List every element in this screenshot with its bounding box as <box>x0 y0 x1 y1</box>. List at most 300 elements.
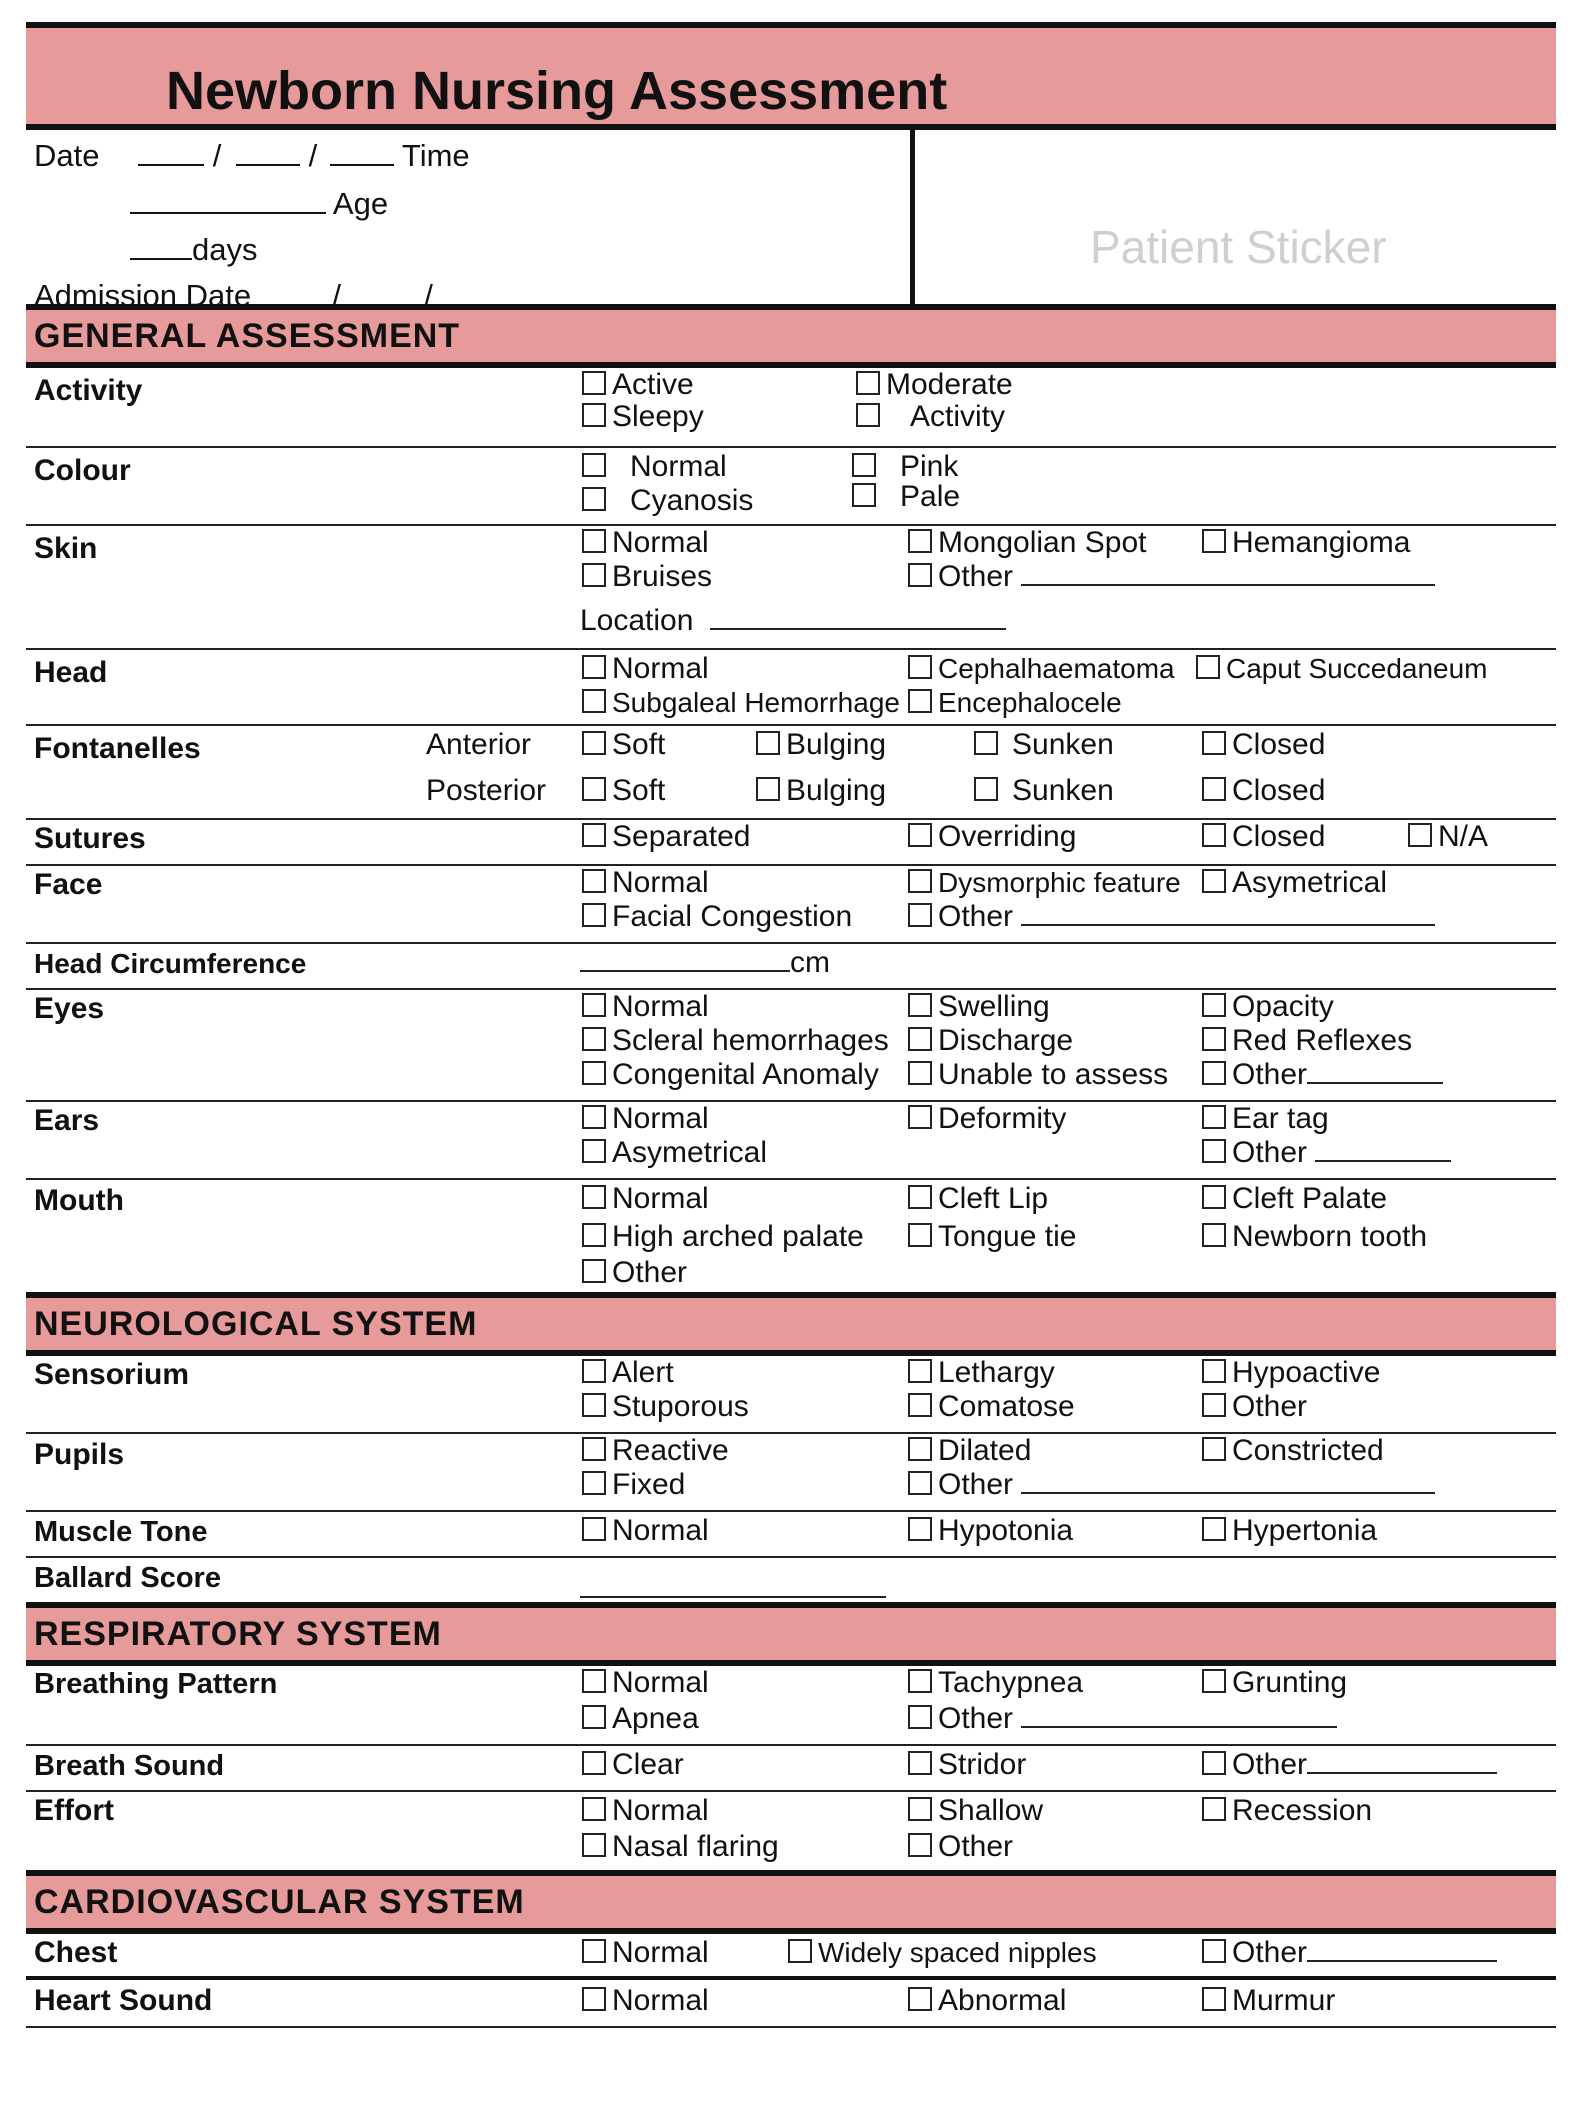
checkbox[interactable] <box>908 1359 932 1383</box>
checkbox[interactable] <box>582 1027 606 1051</box>
checkbox[interactable] <box>582 1223 606 1247</box>
head-circumference-line <box>580 946 830 980</box>
checkbox[interactable] <box>974 777 998 801</box>
label-head: Head <box>34 656 108 689</box>
opt-separated[interactable] <box>582 820 750 854</box>
label-face: Face <box>34 868 103 901</box>
opt-swelling[interactable] <box>908 990 1050 1024</box>
opt-normal[interactable] <box>582 1182 709 1216</box>
checkbox[interactable] <box>582 371 606 395</box>
checkbox[interactable] <box>582 1751 606 1775</box>
age-line <box>130 186 388 222</box>
checkbox[interactable] <box>582 655 606 679</box>
row-mouth <box>26 1180 1556 1292</box>
label-effort: Effort <box>34 1794 114 1827</box>
slash: / <box>308 138 318 173</box>
checkbox[interactable] <box>908 529 932 553</box>
opt-label: Stridor <box>938 1748 1027 1781</box>
opt-label: Other <box>612 1256 688 1289</box>
opt-label: Separated <box>612 820 751 853</box>
opt-label: Other <box>1232 1058 1308 1091</box>
opt-dilated[interactable] <box>908 1434 1031 1468</box>
cm-label: cm <box>790 946 830 979</box>
opt-label: Comatose <box>938 1390 1075 1423</box>
checkbox[interactable] <box>1202 1669 1226 1693</box>
other-field[interactable] <box>1021 1702 1337 1728</box>
opt-na[interactable] <box>1408 820 1488 854</box>
checkbox[interactable] <box>1202 1393 1226 1417</box>
opt-label: Sunken <box>1012 728 1114 761</box>
opt-normal[interactable] <box>582 1984 709 2018</box>
header-block <box>26 130 1556 313</box>
admission-day-field[interactable] <box>260 278 324 306</box>
opt-label: Nasal flaring <box>612 1830 779 1863</box>
opt-label: Moderate <box>886 368 1013 401</box>
checkbox[interactable] <box>582 869 606 893</box>
header-divider <box>910 130 915 304</box>
opt-nasal-flaring[interactable] <box>582 1830 779 1864</box>
checkbox[interactable] <box>1202 1939 1226 1963</box>
checkbox[interactable] <box>582 1987 606 2011</box>
checkbox[interactable] <box>582 1471 606 1495</box>
checkbox[interactable] <box>582 823 606 847</box>
opt-label: Congenital Anomaly <box>612 1058 879 1091</box>
checkbox[interactable] <box>582 903 606 927</box>
checkbox[interactable] <box>908 1437 932 1461</box>
row-fontanelles <box>26 726 1556 820</box>
opt-other[interactable] <box>908 1468 1435 1502</box>
opt-other[interactable] <box>1202 1390 1307 1424</box>
checkbox[interactable] <box>852 453 876 477</box>
row-sensorium <box>26 1356 1556 1434</box>
label-breath-sound: Breath Sound <box>34 1750 225 1782</box>
opt-normal[interactable] <box>582 866 709 900</box>
row-head <box>26 650 1556 726</box>
opt-closed[interactable] <box>1202 820 1325 854</box>
opt-label: Grunting <box>1232 1666 1348 1699</box>
label-posterior: Posterior <box>426 774 547 807</box>
opt-label: Reactive <box>612 1434 729 1467</box>
admission-month-field[interactable] <box>354 278 416 306</box>
label-ballard-score: Ballard Score <box>34 1562 221 1594</box>
location-line <box>580 604 1006 638</box>
opt-label: Normal <box>612 990 709 1023</box>
opt-pale[interactable] <box>852 480 960 514</box>
date-line <box>34 138 470 174</box>
checkbox[interactable] <box>908 1987 932 2011</box>
checkbox[interactable] <box>908 903 932 927</box>
opt-shallow[interactable] <box>908 1794 1043 1828</box>
checkbox[interactable] <box>1202 1517 1226 1541</box>
opt-normal[interactable] <box>582 526 709 560</box>
opt-label: Ear tag <box>1232 1102 1329 1135</box>
row-colour <box>26 448 1556 526</box>
location-field[interactable] <box>710 604 1006 630</box>
opt-label: Hypertonia <box>1232 1514 1378 1547</box>
opt-other[interactable] <box>1202 1136 1451 1170</box>
checkbox[interactable] <box>1202 1797 1226 1821</box>
row-activity <box>26 368 1556 448</box>
opt-apnea[interactable] <box>582 1702 699 1736</box>
opt-label: Fixed <box>612 1468 686 1501</box>
checkbox[interactable] <box>1202 1139 1226 1163</box>
opt-ear-tag[interactable] <box>1202 1102 1329 1136</box>
label-breathing-pattern: Breathing Pattern <box>34 1668 278 1700</box>
opt-normal[interactable] <box>582 1666 709 1700</box>
opt-hypoactive[interactable] <box>1202 1356 1380 1390</box>
opt-asymetrical[interactable] <box>1202 866 1387 900</box>
opt-label: Normal <box>612 866 709 899</box>
ballard-score-field[interactable] <box>580 1594 886 1598</box>
label-heart-sound: Heart Sound <box>34 1984 213 2017</box>
checkbox[interactable] <box>1202 1359 1226 1383</box>
checkbox[interactable] <box>1202 993 1226 1017</box>
checkbox[interactable] <box>1202 1061 1226 1085</box>
checkbox[interactable] <box>908 1833 932 1857</box>
opt-label: Normal <box>612 526 709 559</box>
opt-posterior-bulging[interactable] <box>756 774 886 808</box>
opt-posterior-soft[interactable] <box>582 774 665 808</box>
checkbox[interactable] <box>582 1359 606 1383</box>
checkbox[interactable] <box>1202 869 1226 893</box>
checkbox[interactable] <box>1196 655 1220 679</box>
opt-label: Stuporous <box>612 1390 749 1423</box>
opt-label: Activity <box>910 400 1006 433</box>
opt-recession[interactable] <box>1202 1794 1372 1828</box>
opt-label: Lethargy <box>938 1356 1055 1389</box>
opt-clear[interactable] <box>582 1748 684 1782</box>
opt-label: Bruises <box>612 560 713 593</box>
label-head-circumference: Head Circumference <box>34 948 307 979</box>
checkbox[interactable] <box>582 1105 606 1129</box>
checkbox[interactable] <box>582 563 606 587</box>
opt-anterior-closed[interactable] <box>1202 728 1325 762</box>
opt-moderate-activity[interactable] <box>856 400 1005 434</box>
opt-label: Other <box>938 1702 1014 1735</box>
checkbox[interactable] <box>1202 1751 1226 1775</box>
opt-lethargy[interactable] <box>908 1356 1055 1390</box>
date-year-field[interactable] <box>330 138 394 166</box>
opt-stuporous[interactable] <box>582 1390 749 1424</box>
checkbox[interactable] <box>582 777 606 801</box>
checkbox[interactable] <box>582 1393 606 1417</box>
opt-asymetrical[interactable] <box>582 1136 767 1170</box>
checkbox[interactable] <box>1202 1185 1226 1209</box>
row-muscle-tone <box>26 1512 1556 1558</box>
opt-sleepy[interactable] <box>582 400 704 434</box>
opt-bruises[interactable] <box>582 560 712 594</box>
opt-other[interactable] <box>1202 1748 1497 1782</box>
checkbox[interactable] <box>908 869 932 893</box>
opt-anterior-soft[interactable] <box>582 728 665 762</box>
admission-year-field[interactable] <box>445 278 511 306</box>
checkbox[interactable] <box>974 731 998 755</box>
opt-label: Normal <box>612 652 709 685</box>
checkbox[interactable] <box>856 371 880 395</box>
checkbox[interactable] <box>1202 1027 1226 1051</box>
checkbox[interactable] <box>908 1517 932 1541</box>
opt-label: Sleepy <box>612 400 704 433</box>
opt-label: Other <box>1232 1748 1308 1781</box>
checkbox[interactable] <box>908 1393 932 1417</box>
opt-congenital-anomaly[interactable] <box>582 1058 879 1092</box>
opt-cleft-palate[interactable] <box>1202 1182 1387 1216</box>
age-label: Age <box>332 186 389 221</box>
opt-widely-spaced-nipples[interactable] <box>788 1936 1097 1970</box>
row-head-circumference <box>26 944 1556 990</box>
label-mouth: Mouth <box>34 1184 124 1217</box>
label-chest: Chest <box>34 1936 118 1969</box>
checkbox[interactable] <box>908 1751 932 1775</box>
opt-murmur[interactable] <box>1202 1984 1335 2018</box>
opt-other[interactable] <box>908 1830 1013 1864</box>
opt-subgaleal-hemorrhage[interactable] <box>582 686 900 720</box>
opt-cephalhaematoma[interactable] <box>908 652 1175 686</box>
days-label: days <box>192 232 258 267</box>
opt-high-arched-palate[interactable] <box>582 1220 864 1254</box>
date-month-field[interactable] <box>236 138 300 166</box>
patient-sticker-placeholder: Patient Sticker <box>1090 221 1387 273</box>
opt-grunting[interactable] <box>1202 1666 1347 1700</box>
opt-label: Unable to assess <box>938 1058 1169 1091</box>
label-activity: Activity <box>34 374 143 407</box>
slash: / <box>212 138 222 173</box>
opt-comatose[interactable] <box>908 1390 1075 1424</box>
other-field[interactable] <box>1315 1136 1451 1162</box>
opt-other[interactable] <box>908 1702 1337 1736</box>
checkbox[interactable] <box>582 487 606 511</box>
other-field[interactable] <box>1307 1936 1497 1962</box>
row-heart-sound <box>26 1980 1556 2028</box>
opt-label: Other <box>938 900 1014 933</box>
opt-label: Other <box>1232 1936 1308 1969</box>
opt-hypotonia[interactable] <box>908 1514 1073 1548</box>
opt-label: Cephalhaematoma <box>938 653 1175 684</box>
opt-overriding[interactable] <box>908 820 1076 854</box>
head-circumference-field[interactable] <box>580 946 790 972</box>
checkbox[interactable] <box>582 1517 606 1541</box>
checkbox[interactable] <box>1202 731 1226 755</box>
checkbox[interactable] <box>582 1939 606 1963</box>
opt-other[interactable] <box>582 1256 687 1290</box>
assessment-form <box>26 22 1556 2028</box>
opt-label: Normal <box>612 1666 709 1699</box>
opt-normal[interactable] <box>582 1102 709 1136</box>
checkbox[interactable] <box>582 1797 606 1821</box>
opt-label: Cleft Lip <box>938 1182 1049 1215</box>
row-effort <box>26 1792 1556 1870</box>
checkbox[interactable] <box>1202 1987 1226 2011</box>
opt-anterior-bulging[interactable] <box>756 728 886 762</box>
opt-label: Abnormal <box>938 1984 1067 2017</box>
opt-encephalocele[interactable] <box>908 686 1122 720</box>
date-day-field[interactable] <box>138 138 204 166</box>
checkbox[interactable] <box>582 993 606 1017</box>
opt-label: Swelling <box>938 990 1050 1023</box>
checkbox[interactable] <box>1202 777 1226 801</box>
opt-label: Bulging <box>786 774 887 807</box>
opt-moderate[interactable] <box>856 368 1013 402</box>
opt-label: Cleft Palate <box>1232 1182 1388 1215</box>
opt-label: Mongolian Spot <box>938 526 1147 559</box>
checkbox[interactable] <box>908 563 932 587</box>
checkbox[interactable] <box>582 1833 606 1857</box>
checkbox[interactable] <box>908 1471 932 1495</box>
checkbox[interactable] <box>1202 1437 1226 1461</box>
opt-fixed[interactable] <box>582 1468 685 1502</box>
checkbox[interactable] <box>908 1223 932 1247</box>
checkbox[interactable] <box>1202 1223 1226 1247</box>
opt-label: Other <box>1232 1390 1308 1423</box>
checkbox[interactable] <box>1202 1105 1226 1129</box>
opt-red-reflexes[interactable] <box>1202 1024 1412 1058</box>
checkbox[interactable] <box>582 1185 606 1209</box>
slash: / <box>332 278 341 313</box>
checkbox[interactable] <box>856 403 880 427</box>
opt-label: Opacity <box>1232 990 1334 1023</box>
title-bar <box>26 22 1556 130</box>
opt-tachypnea[interactable] <box>908 1666 1083 1700</box>
checkbox[interactable] <box>582 1139 606 1163</box>
opt-label: Shallow <box>938 1794 1044 1827</box>
opt-other[interactable] <box>1202 1058 1443 1092</box>
checkbox[interactable] <box>908 1705 932 1729</box>
label-anterior: Anterior <box>426 728 532 761</box>
checkbox[interactable] <box>908 823 932 847</box>
checkbox[interactable] <box>908 1027 932 1051</box>
opt-label: High arched palate <box>612 1220 864 1253</box>
opt-constricted[interactable] <box>1202 1434 1384 1468</box>
opt-posterior-sunken[interactable] <box>974 774 1114 808</box>
opt-normal[interactable] <box>582 652 709 686</box>
opt-deformity[interactable] <box>908 1102 1066 1136</box>
opt-discharge[interactable] <box>908 1024 1073 1058</box>
opt-label: Apnea <box>612 1702 699 1735</box>
opt-tongue-tie[interactable] <box>908 1220 1076 1254</box>
opt-hypertonia[interactable] <box>1202 1514 1377 1548</box>
checkbox[interactable] <box>582 1669 606 1693</box>
opt-alert[interactable] <box>582 1356 674 1390</box>
opt-label: Asymetrical <box>1232 866 1388 899</box>
opt-other[interactable] <box>1202 1936 1497 1970</box>
date-label: Date <box>34 138 100 173</box>
checkbox[interactable] <box>582 1437 606 1461</box>
opt-label: Hypoactive <box>1232 1356 1381 1389</box>
label-sensorium: Sensorium <box>34 1358 190 1391</box>
opt-abnormal[interactable] <box>908 1984 1066 2018</box>
opt-unable-to-assess[interactable] <box>908 1058 1168 1092</box>
checkbox[interactable] <box>756 777 780 801</box>
opt-opacity[interactable] <box>1202 990 1334 1024</box>
other-field[interactable] <box>1307 1748 1497 1774</box>
other-field[interactable] <box>1021 560 1435 586</box>
checkbox[interactable] <box>756 731 780 755</box>
opt-facial-congestion[interactable] <box>582 900 852 934</box>
opt-label: Cyanosis <box>630 484 754 517</box>
checkbox[interactable] <box>582 529 606 553</box>
age-field[interactable] <box>130 232 192 260</box>
opt-hemangioma[interactable] <box>1202 526 1410 560</box>
checkbox[interactable] <box>582 403 606 427</box>
opt-cyanosis[interactable] <box>582 484 753 518</box>
opt-dysmorphic-feature[interactable] <box>908 866 1181 900</box>
label-eyes: Eyes <box>34 992 105 1025</box>
checkbox[interactable] <box>852 483 876 507</box>
checkbox[interactable] <box>908 1185 932 1209</box>
opt-label: Other <box>938 1468 1014 1501</box>
opt-mongolian-spot[interactable] <box>908 526 1146 560</box>
opt-normal[interactable] <box>582 1514 709 1548</box>
row-face <box>26 866 1556 944</box>
checkbox[interactable] <box>582 453 606 477</box>
checkbox[interactable] <box>582 1061 606 1085</box>
other-field[interactable] <box>1021 900 1435 926</box>
opt-newborn-tooth[interactable] <box>1202 1220 1427 1254</box>
opt-label: Soft <box>612 728 666 761</box>
checkbox[interactable] <box>582 731 606 755</box>
checkbox[interactable] <box>1202 823 1226 847</box>
other-field[interactable] <box>1021 1468 1435 1494</box>
opt-label: Pink <box>900 450 959 483</box>
checkbox[interactable] <box>908 1105 932 1129</box>
checkbox[interactable] <box>582 689 606 713</box>
opt-stridor[interactable] <box>908 1748 1026 1782</box>
opt-other[interactable] <box>908 560 1435 594</box>
label-muscle-tone: Muscle Tone <box>34 1516 208 1548</box>
row-ears <box>26 1102 1556 1180</box>
opt-label: Hemangioma <box>1232 526 1411 559</box>
label-fontanelles: Fontanelles <box>34 732 201 765</box>
opt-normal[interactable] <box>582 1794 709 1828</box>
section-cardio: CARDIOVASCULAR SYSTEM <box>26 1870 1556 1934</box>
opt-active[interactable] <box>582 368 694 402</box>
time-field[interactable] <box>130 186 326 214</box>
opt-other[interactable] <box>908 900 1435 934</box>
other-field[interactable] <box>1307 1058 1443 1084</box>
opt-label: Scleral hemorrhages <box>612 1024 889 1057</box>
opt-label: Active <box>612 368 694 401</box>
checkbox[interactable] <box>582 1259 606 1283</box>
opt-normal[interactable] <box>582 1936 709 1970</box>
opt-anterior-sunken[interactable] <box>974 728 1114 762</box>
row-breathing-pattern <box>26 1666 1556 1746</box>
checkbox[interactable] <box>908 1061 932 1085</box>
opt-scleral-hemorrhages[interactable] <box>582 1024 889 1058</box>
checkbox[interactable] <box>908 655 932 679</box>
checkbox[interactable] <box>1408 823 1432 847</box>
checkbox[interactable] <box>788 1939 812 1963</box>
checkbox[interactable] <box>582 1705 606 1729</box>
opt-reactive[interactable] <box>582 1434 729 1468</box>
checkbox[interactable] <box>908 689 932 713</box>
opt-posterior-closed[interactable] <box>1202 774 1325 808</box>
label-ears: Ears <box>34 1104 100 1137</box>
opt-label: Red Reflexes <box>1232 1024 1413 1057</box>
opt-normal[interactable] <box>582 450 727 484</box>
checkbox[interactable] <box>908 1669 932 1693</box>
opt-label: Dilated <box>938 1434 1032 1467</box>
opt-label: Newborn tooth <box>1232 1220 1428 1253</box>
admission-line <box>34 278 511 314</box>
checkbox[interactable] <box>1202 529 1226 553</box>
opt-caput-succedaneum[interactable] <box>1196 652 1488 686</box>
opt-cleft-lip[interactable] <box>908 1182 1048 1216</box>
opt-pink[interactable] <box>852 450 958 484</box>
checkbox[interactable] <box>908 993 932 1017</box>
opt-normal[interactable] <box>582 990 709 1024</box>
row-pupils <box>26 1434 1556 1512</box>
checkbox[interactable] <box>908 1797 932 1821</box>
